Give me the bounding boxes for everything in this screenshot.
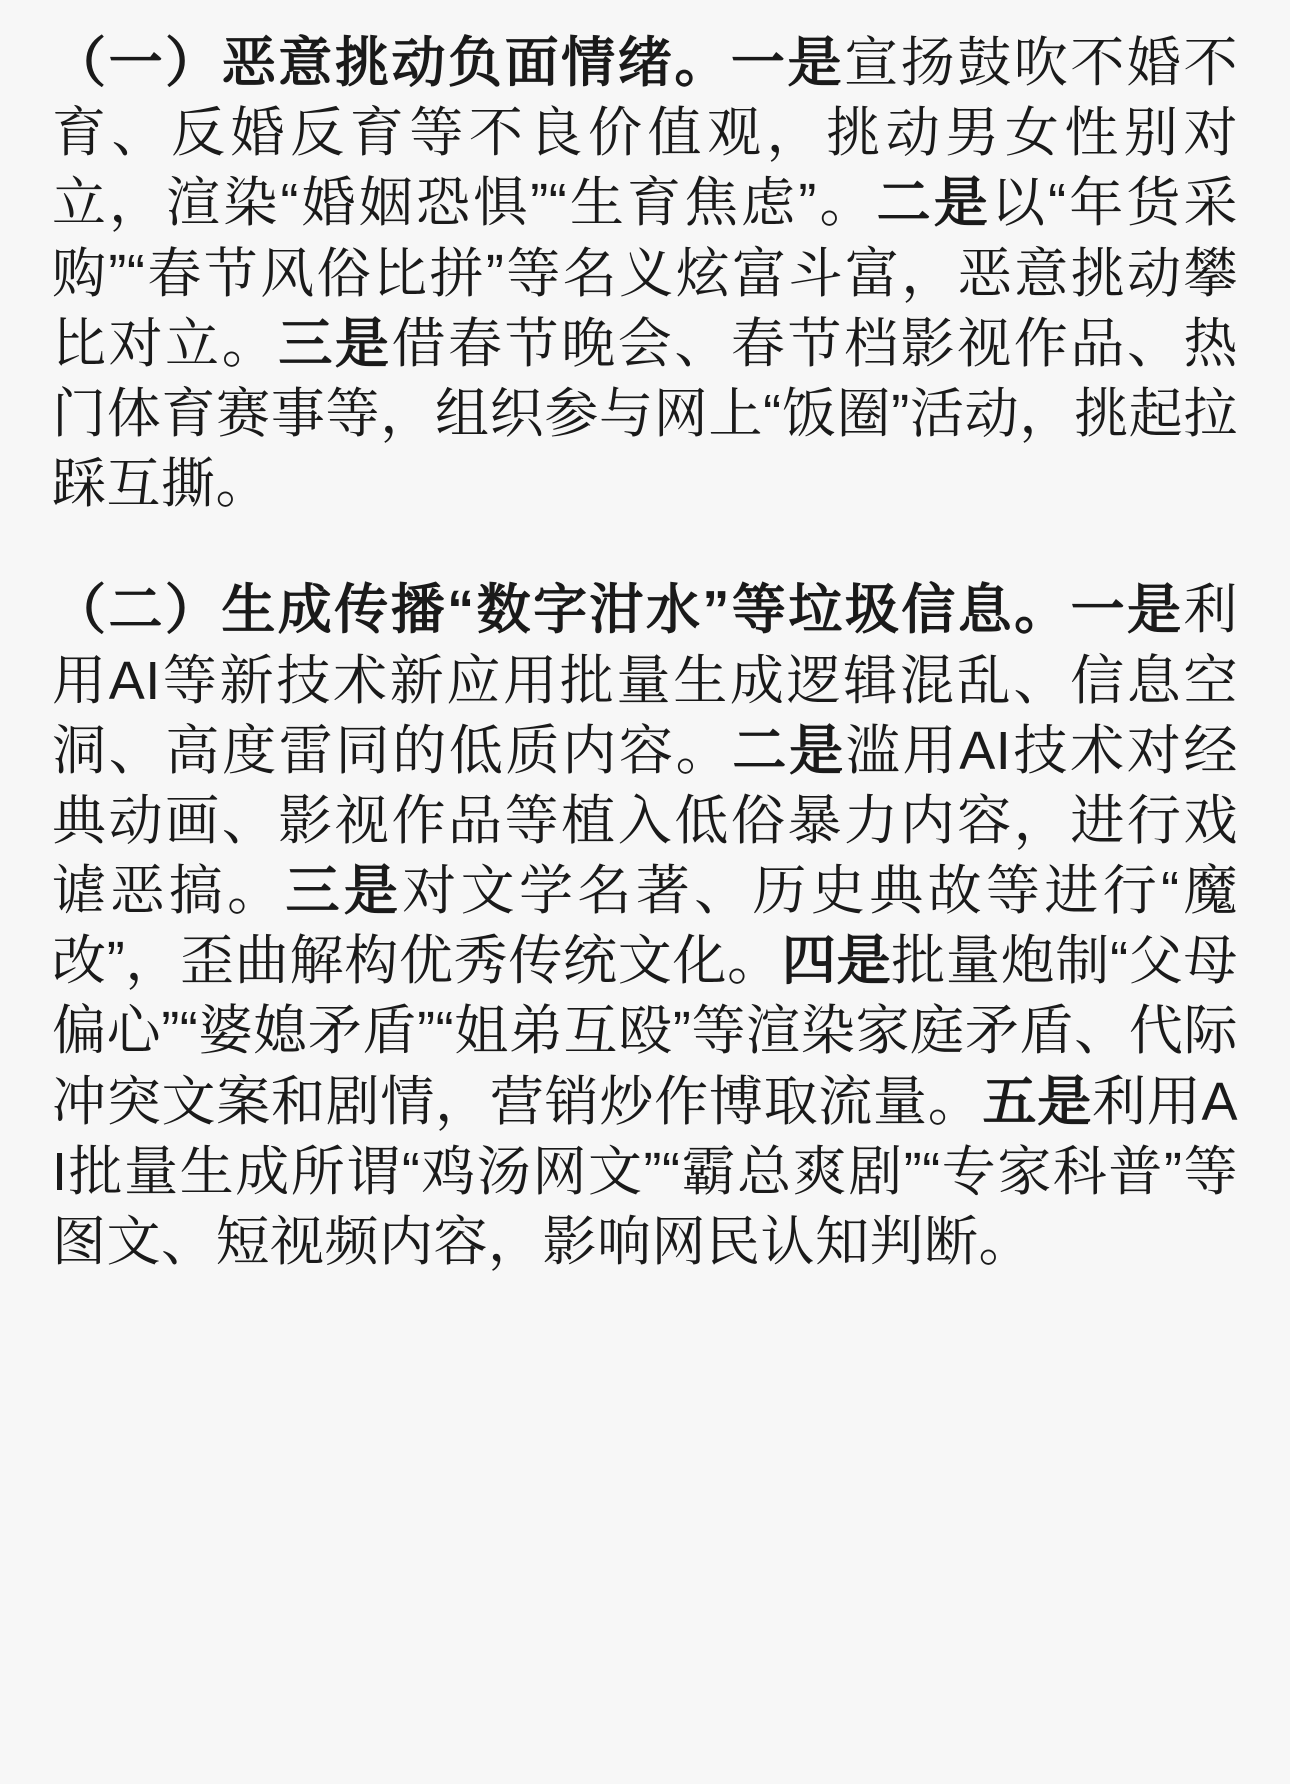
section-two-body-3: 对文学名著、历史典故等进行“魔改”，歪曲解构优秀传统文化。 (52, 861, 1239, 992)
section-two-body-5: 利用AI批量生成所谓“鸡汤网文”“霸总爽剧”“专家科普”等图文、短视频内容，影响网民认知判断。 (52, 1071, 1239, 1272)
section-two-body-2: 滥用AI技术对经典动画、影视作品等植入低俗暴力内容，进行戏谑恶搞。 (52, 720, 1239, 922)
paragraph-one (52, 28, 1238, 519)
section-one-marker-3: 三是 (278, 313, 392, 374)
document-section-two (52, 575, 1238, 1277)
section-one-heading: （一）恶意挑动负面情绪。 (52, 33, 731, 93)
document-section-one (52, 28, 1238, 519)
section-one-marker-1: 一是 (730, 33, 845, 93)
section-one-marker-2: 二是 (876, 173, 991, 234)
section-two-body-4: 批量炮制“父母偏心”“婆媳矛盾”“姐弟互殴”等渲染家庭矛盾、代际冲突文案和剧情，营销炒作博取流量。 (52, 931, 1239, 1132)
section-one-body-3: 借春节晚会、春节档影视作品、热门体育赛事等，组织参与网上“饭圈”活动，挑起拉踩互撕。 (52, 313, 1239, 515)
section-two-body-1: 利用AI等新技术新应用批量生成逻辑混乱、信息空洞、高度雷同的低质内容。 (52, 580, 1238, 781)
section-two-marker-2: 二是 (732, 720, 846, 781)
section-two-heading: （二）生成传播“数字泔水”等垃圾信息。 (52, 580, 1071, 641)
section-two-marker-5: 五是 (982, 1071, 1093, 1132)
section-two-marker-1: 一是 (1070, 580, 1184, 641)
section-one-body-1: 宣扬鼓吹不婚不育、反婚反育等不良价值观，挑动男女性别对立，渲染“婚姻恐惧”“生育焦虑”。 (52, 33, 1239, 234)
section-two-marker-3: 三是 (285, 861, 403, 922)
paragraph-two (52, 575, 1238, 1277)
section-one-body-2: 以“年货采购”“春节风俗比拼”等名义炫富斗富，恶意挑动攀比对立。 (52, 173, 1238, 374)
section-two-marker-4: 四是 (781, 931, 892, 992)
